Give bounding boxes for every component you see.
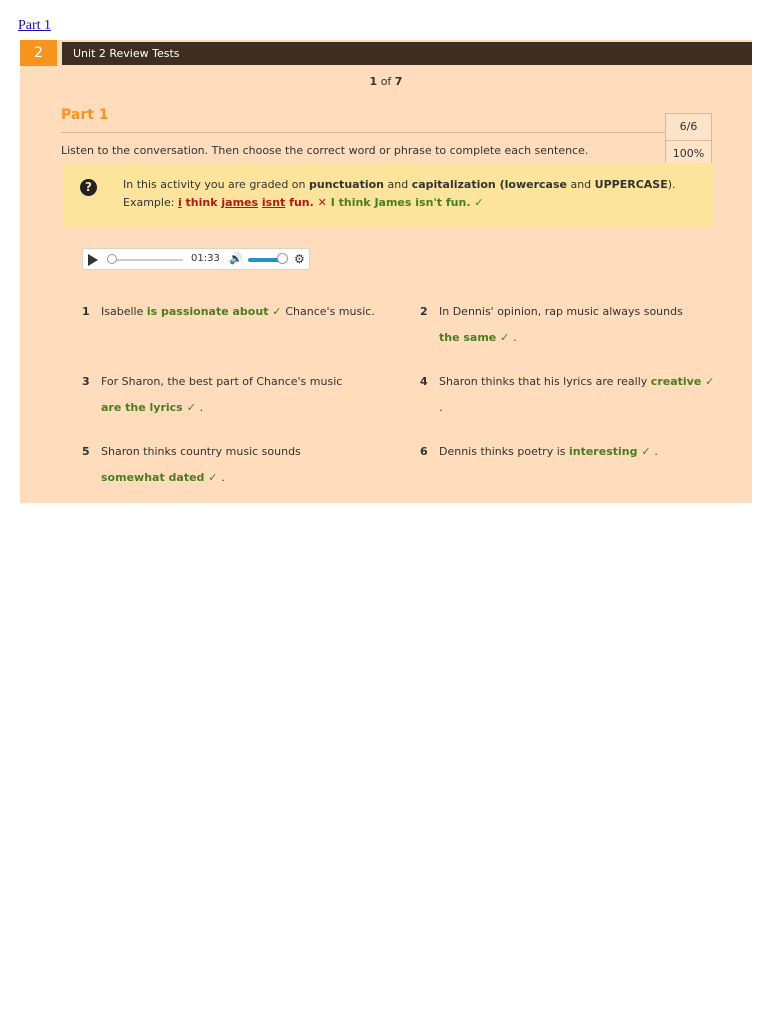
check-icon: ✓ [470,196,484,209]
answer: the same [439,331,497,344]
question-number: 1 [82,305,90,318]
progress-handle[interactable] [107,254,117,264]
question-answer-line: somewhat dated ✓ . [101,471,225,484]
activity-panel [20,40,752,503]
answer: interesting [568,445,638,458]
note-line-1: In this activity you are graded on punctuation and capitalization (lowercase and UPPERCASE). [123,178,676,191]
page-indicator [20,75,752,88]
note-line-2: Example: i think james isnt fun. ✕ I think James isn't fun. ✓ [123,196,484,209]
question-circle-icon: ? [80,179,97,196]
question-answer-line: are the lyrics ✓ . [101,401,204,414]
question-number: 4 [420,375,428,388]
unit-number-badge: 2 [20,40,57,66]
question-text: Isabelle is passionate about ✓ Chance's music. [101,305,375,318]
instructions-text: Listen to the conversation. Then choose the correct word or phrase to complete each sentence. [61,144,589,157]
question-number: 6 [420,445,428,458]
page-total: 7 [394,75,403,88]
grading-note [63,163,714,228]
score-box [665,113,712,167]
unit-title-bar: Unit 2 Review Tests [62,42,752,65]
question-number: 3 [82,375,90,388]
check-icon: ✓ [701,375,715,388]
volume-icon[interactable]: 🔊 [229,252,243,265]
cross-icon: ✕ [313,196,331,209]
score-percent: 100% [672,147,705,160]
check-icon: ✓ [268,305,286,318]
check-icon: ✓ [182,401,200,414]
answer: creative [650,375,702,388]
question-number: 5 [82,445,90,458]
audio-player [82,248,310,270]
answer: are the lyrics [101,401,183,414]
answer: somewhat dated [101,471,205,484]
question-answer-line: . [439,401,443,414]
question-text: In Dennis' opinion, rap music always sounds [439,305,683,318]
play-icon[interactable] [88,254,98,266]
page-current: 1 [369,75,378,88]
progress-track[interactable] [111,259,183,261]
check-icon: ✓ [204,471,222,484]
gear-icon[interactable]: ⚙ [294,252,305,266]
check-icon: ✓ [637,445,655,458]
page-of: of [380,75,392,88]
check-icon: ✓ [496,331,514,344]
answer: is passionate about [146,305,269,318]
score-fraction: 6/6 [666,114,711,141]
time-display: 01:33 [191,253,220,264]
question-text: Sharon thinks country music sounds [101,445,301,458]
question-text: Dennis thinks poetry is interesting ✓ . [439,445,658,458]
part-1-link[interactable]: Part 1 [18,18,52,33]
question-number: 2 [420,305,428,318]
question-text: Sharon thinks that his lyrics are really creative ✓ [439,375,715,388]
divider [61,132,684,133]
question-text: For Sharon, the best part of Chance's music [101,375,343,388]
part-title: Part 1 [61,107,109,123]
question-answer-line: the same ✓ . [439,331,517,344]
volume-handle[interactable] [277,253,288,264]
